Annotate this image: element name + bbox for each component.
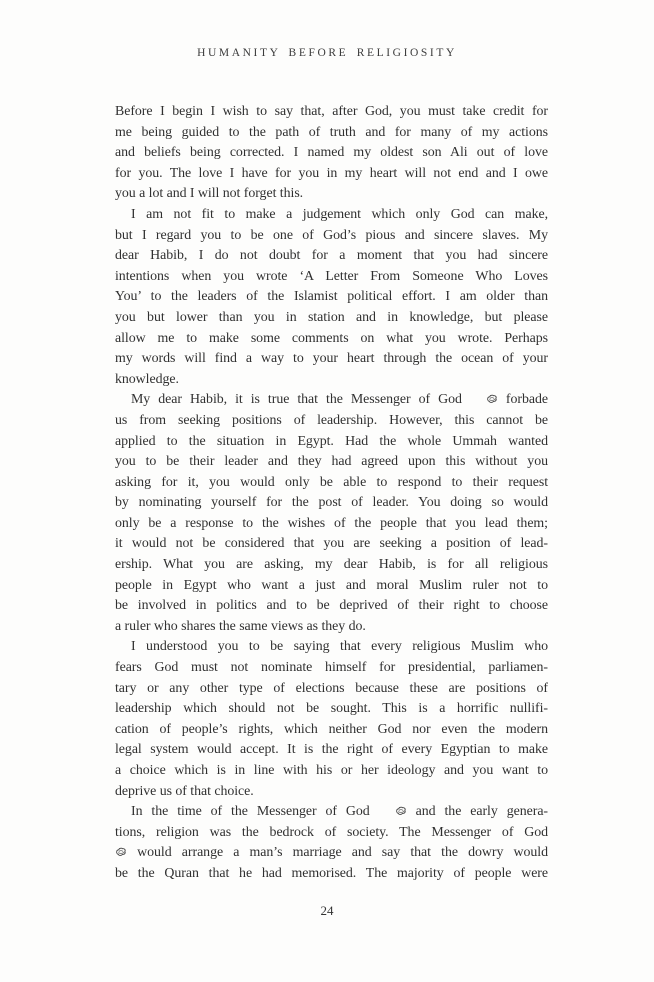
text-line: fears God must not nominate himself for presidential, parliamen- — [115, 660, 548, 676]
text-line: you a lot and I will not forget this. — [115, 186, 304, 202]
text-line: tions, religion was the bedrock of society. The Messenger of God — [115, 824, 548, 840]
text-line: Before I begin I wish to say that, after God, you must take credit for — [115, 104, 548, 119]
text-line: deprive us of that choice. — [115, 783, 254, 799]
text-line: ership. What you are asking, my dear Habib, is for all religious — [115, 557, 548, 573]
text-line: it would not be considered that you are seeking a position of lead- — [115, 536, 548, 552]
text-line: you but lower than you in station and in knowledge, but please — [115, 309, 548, 325]
running-head: HUMANITY BEFORE RELIGIOSITY — [197, 47, 457, 59]
text-line: dear Habib, I do not doubt for a moment that you had sincere — [115, 248, 548, 264]
text-line: be the Quran that he had memorised. The majority of people were — [115, 865, 548, 881]
text-line: a choice which is in line with his or her ideology and you want to — [115, 763, 548, 778]
paragraph — [115, 802, 548, 884]
pbuh-icon — [470, 393, 498, 404]
text-line: for you. The love I have for you in my heart will not end and I owe — [115, 165, 548, 181]
text-line: You’ to the leaders of the Islamist political effort. I am older than — [115, 289, 548, 305]
text-line: you to be their leader and they had agreed upon this without you — [115, 454, 548, 470]
paragraph — [115, 205, 548, 390]
text-line: cation of people’s rights, which neither God nor even the modern — [115, 721, 548, 737]
text-line: intentions when you wrote ‘A Letter From Someone Who Loves — [115, 268, 548, 284]
text-line: people in Egypt who want a just and moral Muslim ruler not to — [115, 577, 548, 593]
text-line: My dear Habib, it is true that the Messenger of God forbade — [131, 392, 548, 408]
paragraph — [115, 390, 548, 637]
pbuh-icon — [379, 805, 407, 816]
text-line: and beliefs being corrected. I named my oldest son Ali out of love — [115, 145, 548, 161]
text-line: In the time of the Messenger of God and the early genera- — [131, 804, 549, 820]
text-line: my words will find a way to your heart through the ocean of your — [115, 351, 548, 367]
text-line: tary or any other type of elections because these are positions of — [115, 680, 548, 696]
text-line: a ruler who shares the same views as they do. — [115, 618, 366, 634]
body-text — [115, 102, 548, 885]
pbuh-icon — [115, 846, 127, 857]
text-line: asking for it, you would only be able to respond to their request — [115, 474, 548, 490]
text-line: knowledge. — [115, 371, 179, 387]
text-line: only be a response to the wishes of the people that you lead them; — [115, 515, 548, 531]
paragraph — [115, 637, 548, 802]
text-line: us from seeking positions of leadership. However, this cannot be — [115, 412, 548, 428]
text-line: be involved in politics and to be deprived of their right to choose — [115, 598, 548, 614]
text-line: I understood you to be saying that every religious Muslim who — [131, 639, 548, 655]
text-line: by nominating yourself for the post of leader. You doing so would — [115, 495, 548, 511]
text-line: would arrange a man’s marriage and say that the dowry would — [115, 843, 548, 864]
text-line: leadership which should not be sought. This is a horrific nullifi- — [115, 701, 548, 717]
text-line: legal system would accept. It is the right of every Egyptian to make — [115, 742, 548, 758]
paragraph — [115, 102, 548, 205]
page-number: 24 — [320, 903, 334, 918]
text-line: but I regard you to be one of God’s pious and sincere slaves. My — [115, 227, 548, 243]
text-line: I am not fit to make a judgement which only God can make, — [131, 206, 548, 222]
text-line: allow me to make some comments on what you wrote. Perhaps — [115, 330, 548, 346]
text-line: applied to the situation in Egypt. Had the whole Ummah wanted — [115, 433, 548, 449]
text-line: me being guided to the path of truth and for many of my actions — [115, 124, 548, 140]
